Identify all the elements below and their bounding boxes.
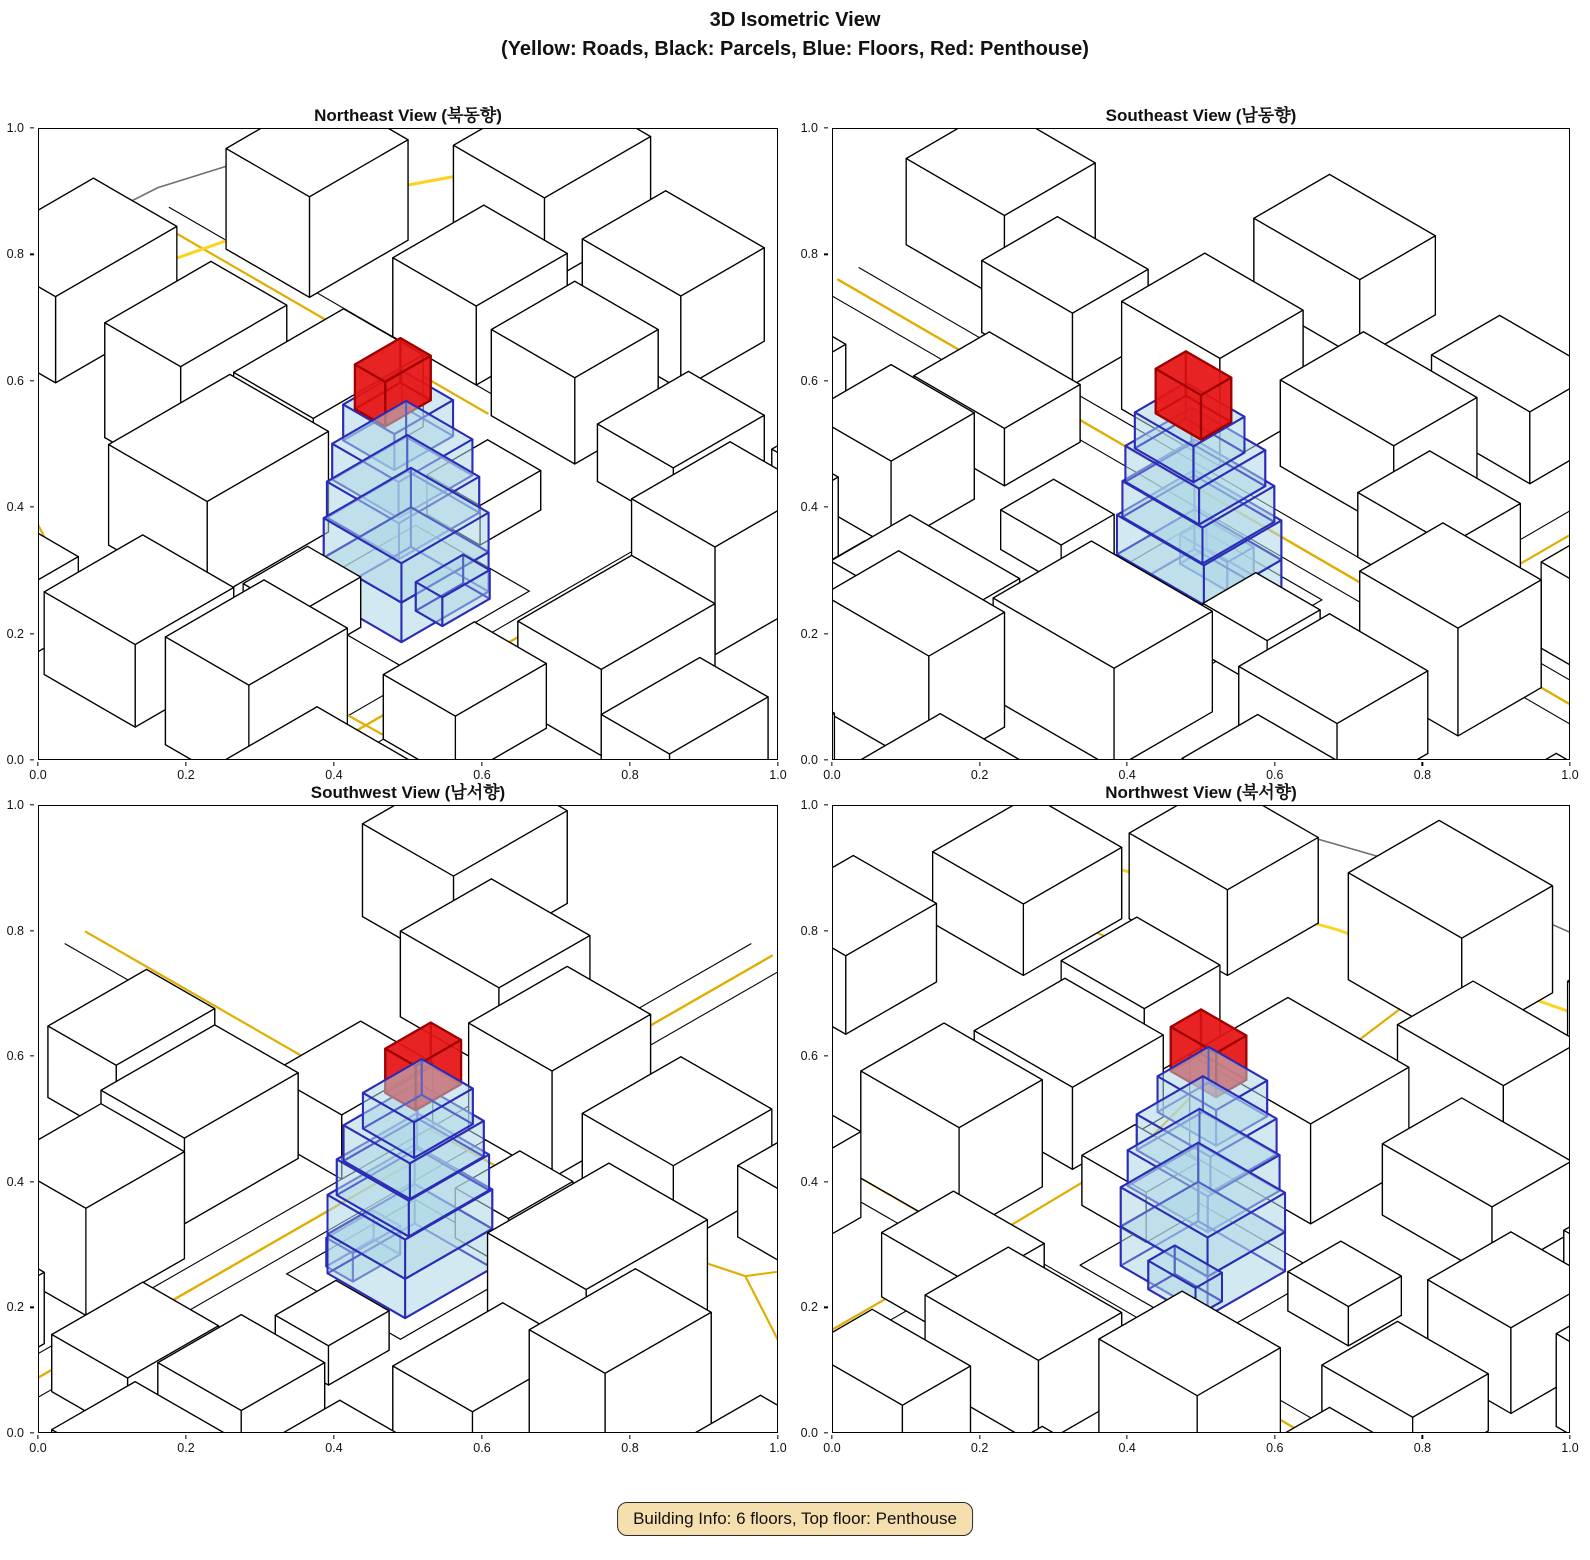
y-tick-label: 0.0 — [800, 753, 818, 767]
x-tick-label: 1.0 — [769, 768, 787, 782]
y-tick-mark — [824, 804, 828, 805]
x-tick-mark — [481, 1435, 482, 1439]
y-tick-label: 1.0 — [6, 798, 24, 812]
y-tick-mark — [824, 1181, 828, 1182]
y-tick-mark — [824, 1056, 828, 1057]
subplot-northeast — [6, 106, 787, 782]
y-tick-label: 0.6 — [800, 373, 818, 388]
y-tick-mark — [30, 759, 34, 760]
x-axis-southwest — [29, 1435, 787, 1459]
x-tick-label: 0.8 — [1413, 1441, 1432, 1455]
subplot-northwest-title: Northwest View (북서향) — [1105, 783, 1297, 802]
x-tick-mark — [1569, 762, 1570, 766]
y-tick-mark — [30, 930, 34, 931]
y-tick-mark — [824, 1307, 828, 1308]
y-tick-label: 0.2 — [800, 1300, 818, 1315]
x-tick-label: 0.2 — [970, 768, 989, 782]
y-axis-southeast — [788, 121, 828, 767]
x-tick-label: 0.6 — [473, 1441, 491, 1455]
y-axis-northeast — [0, 121, 34, 767]
plot-area-northwest — [832, 805, 1570, 1433]
y-tick-mark — [30, 127, 34, 128]
y-tick-label: 0.0 — [6, 753, 24, 767]
x-tick-label: 0.8 — [621, 768, 639, 782]
y-tick-label: 1.0 — [800, 798, 818, 812]
x-tick-label: 0.2 — [177, 1441, 195, 1455]
figure-title-line2: (Yellow: Roads, Black: Parcels, Blue: Floors, Red: Penthouse) — [501, 38, 1089, 60]
scene-northeast — [39, 129, 777, 759]
x-tick-label: 0.2 — [970, 1441, 989, 1455]
x-tick-label: 0.0 — [29, 768, 47, 782]
x-tick-mark — [1127, 1435, 1128, 1439]
x-tick-label: 0.4 — [325, 1441, 343, 1455]
y-tick-mark — [30, 804, 34, 805]
x-tick-mark — [777, 762, 778, 766]
y-tick-mark — [30, 1432, 34, 1433]
x-tick-mark — [629, 1435, 630, 1439]
x-tick-mark — [333, 762, 334, 766]
y-tick-label: 1.0 — [800, 121, 818, 135]
x-tick-mark — [777, 1435, 778, 1439]
x-tick-mark — [481, 762, 482, 766]
x-tick-label: 0.4 — [1118, 768, 1136, 782]
x-tick-label: 0.0 — [823, 768, 841, 782]
x-tick-mark — [37, 1435, 38, 1439]
y-tick-mark — [30, 507, 34, 508]
x-tick-label: 0.0 — [29, 1441, 47, 1455]
x-tick-label: 0.6 — [1266, 1441, 1284, 1455]
y-tick-label: 0.8 — [800, 923, 818, 938]
scene-northwest — [833, 806, 1569, 1432]
y-tick-mark — [30, 254, 34, 255]
y-tick-mark — [824, 254, 828, 255]
x-tick-mark — [1569, 1435, 1570, 1439]
subplot-southwest-title: Southwest View (남서향) — [310, 783, 506, 802]
plot-area-southeast — [832, 128, 1570, 760]
subplot-southeast-title: Southeast View (남동향) — [1105, 106, 1297, 125]
figure-title-line1: 3D Isometric View — [709, 9, 881, 31]
y-tick-label: 0.2 — [800, 626, 818, 641]
x-tick-mark — [1422, 1435, 1423, 1439]
y-axis-southwest — [0, 798, 34, 1440]
x-tick-mark — [831, 1435, 832, 1439]
x-tick-mark — [1274, 1435, 1275, 1439]
x-tick-label: 0.4 — [325, 768, 343, 782]
y-tick-mark — [30, 633, 34, 634]
x-tick-mark — [185, 762, 186, 766]
x-tick-mark — [979, 762, 980, 766]
y-tick-mark — [30, 380, 34, 381]
x-tick-label: 0.8 — [621, 1441, 639, 1455]
y-tick-label: 0.4 — [800, 1174, 818, 1189]
plot-area-southwest — [38, 805, 778, 1433]
figure-title — [0, 6, 1590, 64]
y-tick-label: 0.2 — [6, 1300, 24, 1315]
y-tick-mark — [30, 1181, 34, 1182]
x-tick-label: 1.0 — [769, 1441, 787, 1455]
x-axis-northwest — [823, 1435, 1579, 1459]
x-tick-mark — [37, 762, 38, 766]
x-tick-mark — [979, 1435, 980, 1439]
x-tick-label: 0.8 — [1413, 768, 1432, 782]
y-tick-label: 0.8 — [6, 247, 24, 262]
y-tick-mark — [824, 1432, 828, 1433]
building-info-box: Building Info: 6 floors, Top floor: Penthouse — [617, 1502, 973, 1536]
y-tick-mark — [824, 127, 828, 128]
y-tick-label: 0.8 — [800, 247, 818, 262]
x-tick-label: 0.6 — [473, 768, 491, 782]
subplot-northwest — [800, 783, 1579, 1455]
y-tick-label: 1.0 — [6, 121, 24, 135]
x-tick-mark — [1274, 762, 1275, 766]
subplot-southeast — [800, 106, 1579, 782]
x-tick-label: 0.0 — [823, 1441, 841, 1455]
y-tick-mark — [824, 633, 828, 634]
x-tick-label: 1.0 — [1561, 768, 1579, 782]
y-tick-label: 0.8 — [6, 923, 24, 938]
y-tick-label: 0.6 — [6, 1049, 24, 1064]
y-axis-northwest — [788, 798, 828, 1440]
x-tick-label: 0.2 — [177, 768, 195, 782]
x-tick-mark — [1127, 762, 1128, 766]
y-tick-mark — [30, 1307, 34, 1308]
x-tick-label: 0.4 — [1118, 1441, 1136, 1455]
y-tick-mark — [824, 380, 828, 381]
y-tick-mark — [824, 930, 828, 931]
y-tick-label: 0.2 — [6, 626, 24, 641]
x-tick-label: 0.6 — [1266, 768, 1284, 782]
y-tick-mark — [824, 507, 828, 508]
plot-area-northeast — [38, 128, 778, 760]
x-tick-label: 1.0 — [1561, 1441, 1579, 1455]
scene-southeast — [833, 129, 1569, 759]
y-tick-label: 0.4 — [6, 500, 24, 515]
x-tick-mark — [831, 762, 832, 766]
y-tick-label: 0.6 — [800, 1049, 818, 1064]
x-tick-mark — [185, 1435, 186, 1439]
y-tick-label: 0.0 — [6, 1426, 24, 1440]
y-tick-label: 0.4 — [800, 500, 818, 515]
y-tick-label: 0.0 — [800, 1426, 818, 1440]
y-tick-label: 0.4 — [6, 1174, 24, 1189]
y-tick-label: 0.6 — [6, 373, 24, 388]
y-tick-mark — [824, 759, 828, 760]
x-tick-mark — [629, 762, 630, 766]
x-tick-mark — [333, 1435, 334, 1439]
y-tick-mark — [30, 1056, 34, 1057]
scene-southwest — [39, 806, 777, 1432]
x-tick-mark — [1422, 762, 1423, 766]
subplot-southwest — [6, 783, 787, 1455]
subplot-northeast-title: Northeast View (북동향) — [314, 106, 502, 125]
